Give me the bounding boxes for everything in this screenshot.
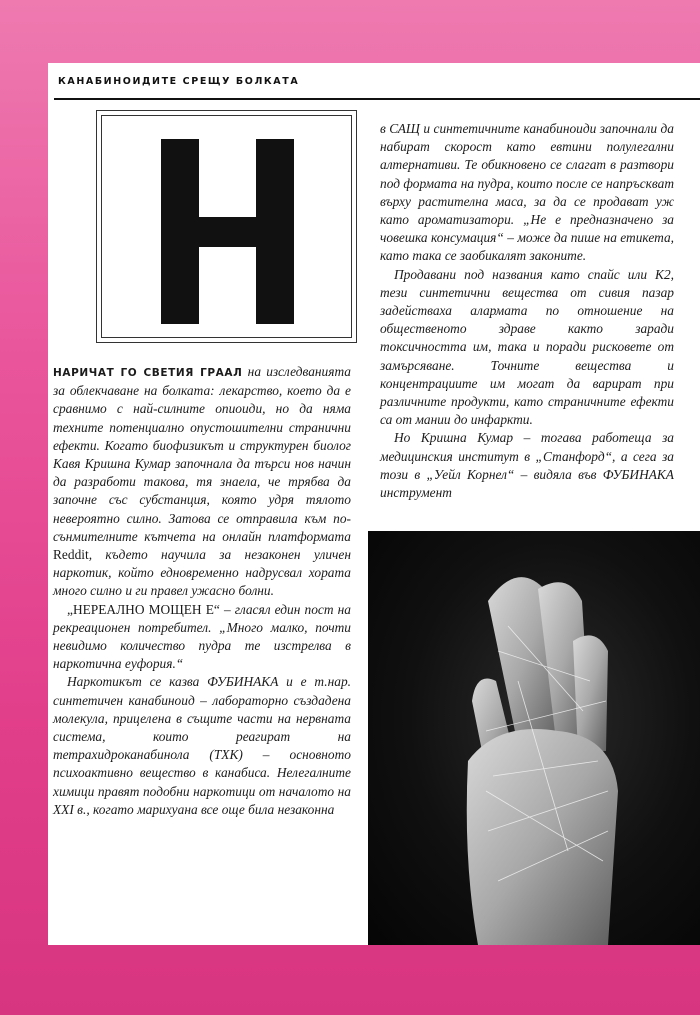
paragraph-fubinaka: Наркотикът се казва ФУБИНАКА и е т.нар. синтетичен канабиноид – лабораторно създадена молекула, прицелена в същите части на нервната система, които реагират на тетрахидроканабинола (ТХК) – основното психоактивно вещество в канабиса. Нелегалните химици правят подобни наркотици от началото на XXI в., когато марихуана все още била незаконна xyxy=(53,674,351,817)
hand-illustration xyxy=(368,531,700,945)
dropcap-letter-graphic xyxy=(161,139,294,324)
section-header: КАНАБИНОИДИТЕ СРЕЩУ БОЛКАТА xyxy=(58,76,300,87)
lead-in: НАРИЧАТ ГО СВЕТИЯ ГРААЛ xyxy=(53,367,243,379)
paragraph-intro xyxy=(53,363,351,601)
quote-text: – гласял един пост на рекреационен потребител. „Много малко, почти невидимо количество пудра те изстрелва в наркотична еуфория.“ xyxy=(53,601,351,672)
dropcap-frame xyxy=(96,110,357,343)
paragraph-spice: Продавани под названия като спайс или К2, тези синтетични вещества от сивия пазар задействаха алармата по отношение на общественото здраве както заради токсичността им, така и поради рисковете от замърсяване. Точните вещества и концентрациите им могат да варират при различните продукти, като страничните ефекти са от мании до инфаркти. xyxy=(380,266,674,428)
paragraph-usa: в САЩ и синтетичните канабиноиди започнали да набират скорост като евтини полулегални алтернативи. Те обикновено се слагат в разтвори под формата на пудра, които после се напръскват върху растителна маса, за да се продават уж като ароматизатори. „Не е предназначено за човешка консумация“ – може да пише на етикета, като така се заобикалят законите. xyxy=(380,121,674,264)
quote-lead: „НЕРЕАЛНО МОЩЕН Е“ xyxy=(67,601,220,617)
paragraph-kumar: Но Кришна Кумар – тогава работеща за медицинския институт в „Станфорд“, а сега за този в „Уейл Корнел“ – видяла във ФУБИНАКА инструмент xyxy=(380,430,674,501)
header-rule xyxy=(54,98,700,100)
article-right-column xyxy=(380,120,674,502)
paragraph-intro-text: на изследванията за облекчаване на болката: лекарство, което да е сравнимо с най-силните опиоиди, но да няма техните потенциално опустошителни странични ефекти. Когато биофизикът и структурен биолог Кавя Кришна Кумар започнала да търси нов начин да разработи такова, тя знаела, че трябва да започне със субстанция, която удря тялото невероятно силно. Затова се отправила към по-сънмителните кътчета на онлайн платформата xyxy=(53,364,351,544)
paragraph-quote xyxy=(53,601,351,674)
article-page xyxy=(48,63,700,945)
article-left-column xyxy=(53,363,351,819)
reddit-name: Reddit xyxy=(53,547,89,563)
hand-photo xyxy=(368,531,700,945)
paragraph-intro-end: , където научила за незаконен уличен наркотик, който едновременно надрусвал хората много силно и ги правел ужасно болни. xyxy=(53,547,351,599)
